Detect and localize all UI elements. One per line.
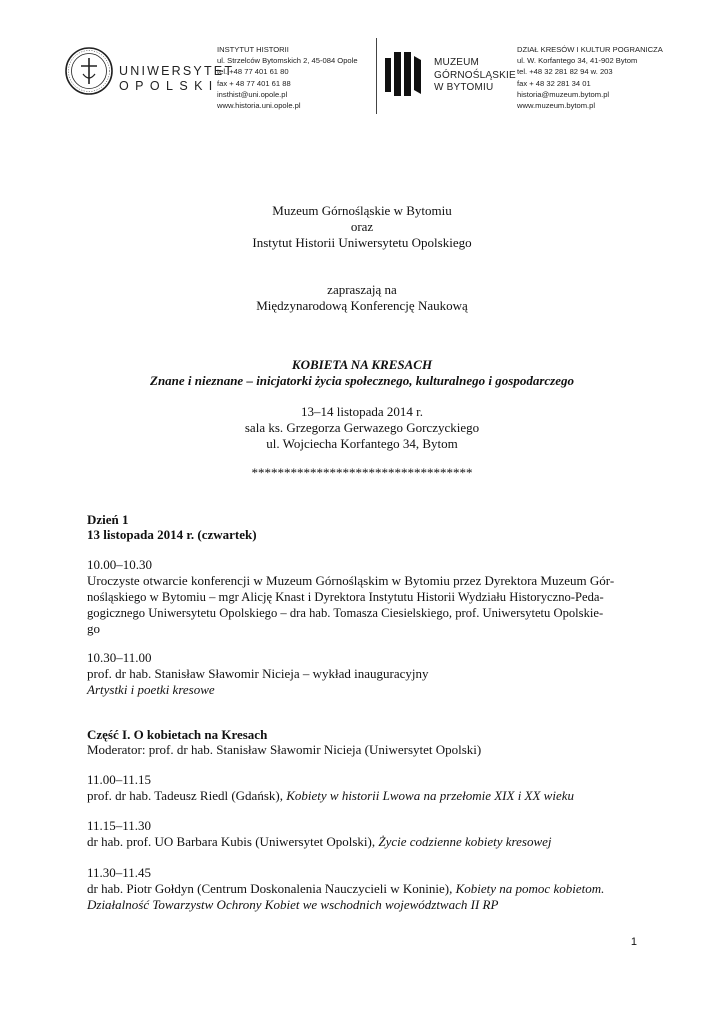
museum-phone: tel. +48 32 281 82 94 w. 203	[517, 67, 613, 77]
part-heading: Część I. O kobietach na Kresach	[87, 727, 268, 742]
session-time: 11.30–11.45	[87, 865, 152, 880]
museum-fax: fax + 48 32 281 34 01	[517, 78, 591, 88]
session-time: 11.00–11.15	[87, 772, 152, 787]
conference-subtitle: Znane i nieznane – inicjatorki życia społecznego, kulturalnego i gospodarczego	[150, 373, 574, 388]
page-number: 1	[630, 936, 637, 948]
university-seal-logo	[64, 44, 114, 100]
museum-department: DZIAŁ KRESÓW I KULTUR POGRANICZA	[517, 45, 663, 54]
host-museum: Muzeum Górnośląskie w Bytomiu	[272, 203, 452, 218]
session-time: 10.00–10.30	[87, 557, 152, 572]
session-speaker: dr hab. Piotr Gołdyn (Centrum Doskonalenia Nauczycieli w Koninie),	[87, 881, 456, 896]
header-divider	[376, 38, 377, 114]
museum-name: MUZEUM GÓRNOŚLĄSKIE W BYTOMIU	[434, 57, 516, 93]
institute-fax: fax + 48 77 401 61 88	[217, 78, 291, 88]
conference-type: Międzynarodową Konferencję Naukową	[256, 298, 468, 313]
day-heading: Dzień 1	[87, 512, 129, 527]
institute-address: ul. Strzelców Bytomskich 2, 45-084 Opole	[217, 56, 358, 66]
session-speaker: prof. dr hab. Stanisław Sławomir Nicieja – wykład inauguracyjny	[87, 666, 429, 681]
host-conjunction: oraz	[350, 219, 374, 234]
conference-dates: 13–14 listopada 2014 r.	[300, 404, 424, 419]
session-entry	[87, 788, 639, 804]
opening-text-line: nośląskiego w Bytomiu – mgr Alicję Knast i Dyrektora Instytutu Historii Wydziału Historyczno-Peda-	[87, 590, 604, 604]
session-title: Artystki i poetki kresowe	[87, 682, 215, 697]
session-entry	[87, 834, 639, 850]
session-title-continued: Działalność Towarzystw Ochrony Kobiet we wschodnich województwach II RP	[87, 897, 499, 912]
invite-text: zapraszają na	[327, 282, 397, 297]
opening-text-line: gogicznego Uniwersytetu Opolskiego – dra hab. Tomasza Ciesielskiego, prof. Uniwersytetu Opolskie-	[87, 606, 604, 620]
institute-name: INSTYTUT HISTORII	[217, 45, 289, 54]
session-title: Kobiety w historii Lwowa na przełomie XIX i XX wieku	[286, 788, 575, 803]
session-entry	[87, 881, 639, 897]
opening-text-line: Uroczyste otwarcie konferencji w Muzeum Górnośląskim w Bytomiu przez Dyrektora Muzeum Gór-	[87, 573, 615, 588]
day-date: 13 listopada 2014 r. (czwartek)	[87, 527, 257, 542]
conference-venue: sala ks. Grzegorza Gerwazego Gorczyckiego	[244, 420, 480, 435]
conference-title: KOBIETA NA KRESACH	[291, 357, 433, 372]
museum-email: historia@muzeum.bytom.pl	[517, 89, 610, 99]
museum-website: www.muzeum.bytom.pl	[517, 101, 596, 111]
institute-phone: tel. +48 77 401 61 80	[217, 67, 289, 77]
institute-contact-block	[217, 44, 358, 111]
session-speaker: dr hab. prof. UO Barbara Kubis (Uniwersytet Opolski),	[87, 834, 379, 849]
museum-address: ul. W. Korfantego 34, 41-902 Bytom	[517, 56, 638, 66]
conference-address: ul. Wojciecha Korfantego 34, Bytom	[266, 436, 458, 451]
museum-contact-block	[517, 44, 663, 111]
session-speaker: prof. dr hab. Tadeusz Riedl (Gdańsk),	[87, 788, 287, 803]
institute-website: www.historia.uni.opole.pl	[217, 101, 301, 111]
session-time: 11.15–11.30	[87, 818, 152, 833]
university-name: UNIWERSYTET OPOLSKI	[119, 64, 235, 93]
part-moderator: Moderator: prof. dr hab. Stanisław Sławomir Nicieja (Uniwersytet Opolski)	[87, 742, 482, 757]
session-time: 10.30–11.00	[87, 650, 152, 665]
session-title: Życie codzienne kobiety kresowej	[378, 834, 552, 849]
host-institute: Instytut Historii Uniwersytetu Opolskiego	[252, 235, 472, 250]
institute-email: insthist@uni.opole.pl	[217, 89, 288, 99]
opening-text-line: go	[87, 621, 100, 636]
separator-stars: **********************************	[251, 465, 473, 480]
museum-logo	[383, 50, 427, 98]
session-title: Kobiety na pomoc kobietom.	[455, 881, 605, 896]
